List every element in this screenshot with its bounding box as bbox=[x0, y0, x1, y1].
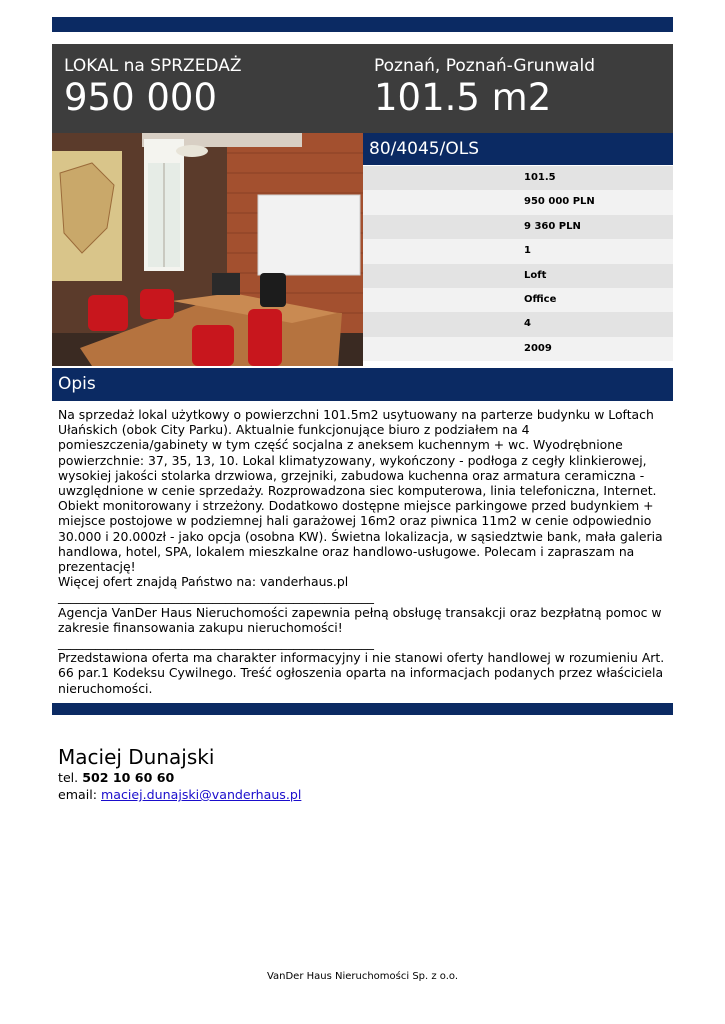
detail-value: 950 000 PLN bbox=[524, 196, 595, 208]
phone-label: tel. bbox=[58, 770, 79, 785]
description-paragraph: Na sprzedaż lokal użytkowy o powierzchni 101.5m2 usytuowany na parterze budynku w Loftach Ułańskich (obok City Parku). Aktualnie funkcjonujące biuro z podziałem na 4 pomieszczenia/gabinety w tym część socjalna z aneksem kuchennym + wc. Wyodrębnione powierzchnie: 37, 35, 13, 10. Lokal klimatyzowany, wykończony - podłoga z cegły klinkierowej, wysokiej jakości stolarka drzwiowa, grzejniki, zabudowa kuchenna oraz armatura ceramiczna - uwzględnione w cenie sprzedaży. Rozprowadzona siec komputerowa, linia telefoniczna, Internet. Obiekt monitorowany i strzeżony. Dodatkowo dostępne miejsce parkingowe przed budynkiem + miejsce postojowe w podziemnej hali garażowej 16m2 oraz piwnica 11m2 w cenie odpowiednio 30.000 i 20.000zł - jako opcja (osobna KW). Świetna lokalizacja, w sąsiedztwie bank, mała galeria handlowa, hotel, SPA, lokalem mieszkalne oraz handlowo-usługowe. Polecam i zapraszam na prezentację! bbox=[58, 407, 663, 575]
listing-location: Poznań, Poznań-Grunwald bbox=[374, 56, 595, 76]
detail-row bbox=[363, 239, 673, 263]
details-table bbox=[363, 166, 673, 361]
property-photo bbox=[52, 133, 363, 366]
detail-value: 2009 bbox=[524, 342, 552, 354]
agent-contact bbox=[58, 745, 301, 803]
separator-line: ___________________________________________________ bbox=[58, 589, 374, 605]
detail-row bbox=[363, 215, 673, 239]
top-accent-bar bbox=[52, 17, 673, 32]
listing-area: 101.5 m2 bbox=[374, 76, 552, 119]
agent-email-link[interactable]: maciej.dunajski@vanderhaus.pl bbox=[101, 787, 302, 802]
description-title: Opis bbox=[58, 374, 96, 394]
more-offers-line: Więcej ofert znajdą Państwo na: vanderhaus.pl bbox=[58, 574, 349, 590]
detail-row bbox=[363, 190, 673, 214]
description-title-bar bbox=[52, 368, 673, 401]
detail-row bbox=[363, 312, 673, 336]
agent-name: Maciej Dunajski bbox=[58, 745, 215, 769]
agent-email-line bbox=[58, 786, 301, 803]
footer-company: VanDer Haus Nieruchomości Sp. z o.o. bbox=[266, 971, 459, 982]
detail-value: 1 bbox=[524, 245, 531, 257]
detail-value: Office bbox=[524, 293, 557, 305]
legal-disclaimer: Przedstawiona oferta ma charakter informacyjny i nie stanowi oferty handlowej w rozumieniu Art. 66 par.1 Kodeksu Cywilnego. Treść ogłoszenia oparta na informacjach podanych przez właściciela nieruchomości. bbox=[58, 650, 665, 696]
detail-row bbox=[363, 264, 673, 288]
detail-row bbox=[363, 166, 673, 190]
detail-row bbox=[363, 337, 673, 361]
detail-row bbox=[363, 288, 673, 312]
listing-type: LOKAL na SPRZEDAŻ bbox=[64, 56, 242, 76]
bottom-accent-bar bbox=[52, 703, 673, 715]
detail-value: Loft bbox=[524, 269, 547, 281]
header-left bbox=[64, 56, 242, 120]
office-photo-illustration bbox=[52, 133, 363, 366]
description-body bbox=[58, 407, 666, 696]
detail-value: 4 bbox=[524, 318, 531, 330]
header-right bbox=[374, 56, 595, 120]
agent-phone: 502 10 60 60 bbox=[82, 770, 175, 785]
detail-value: 101.5 bbox=[524, 172, 556, 183]
separator-line: ___________________________________________________ bbox=[58, 635, 374, 651]
agent-phone-line bbox=[58, 769, 301, 786]
offer-reference: 80/4045/OLS bbox=[369, 139, 479, 159]
listing-price: 950 000 bbox=[64, 76, 218, 119]
agency-note: Agencja VanDer Haus Nieruchomości zapewnia pełną obsługę transakcji oraz bezpłatną pomoc w zakresie finansowania zakupu nieruchomości! bbox=[58, 604, 662, 635]
email-label: email: bbox=[58, 787, 97, 802]
offer-reference-bar bbox=[363, 133, 673, 165]
listing-header bbox=[52, 44, 673, 133]
detail-value: 9 360 PLN bbox=[524, 220, 581, 232]
